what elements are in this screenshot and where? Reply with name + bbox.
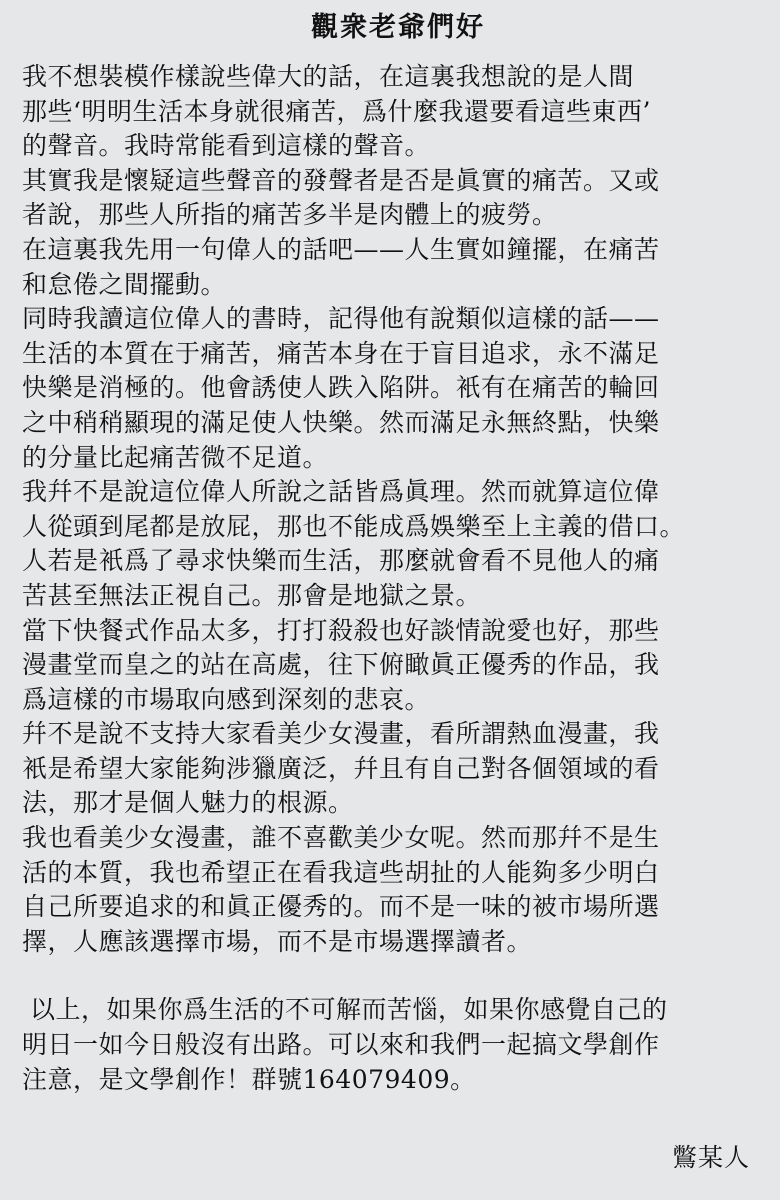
body-line: 苦甚至無法正視自己。那會是地獄之景。	[22, 580, 482, 610]
body-line: 生活的本質在于痛苦，痛苦本身在于盲目追求，永不滿足	[22, 338, 660, 368]
closing-line: 以上，如果你爲生活的不可解而苦惱，如果你感覺自己的	[30, 995, 668, 1025]
body-line: 者說，那些人所指的痛苦多半是肉體上的疲勞。	[22, 200, 558, 230]
body-line: 我也看美少女漫畫，誰不喜歡美少女呢。然而那幷不是生	[22, 823, 660, 853]
closing-text	[22, 993, 774, 1097]
body-line: 幷不是說不支持大家看美少女漫畫，看所謂熱血漫畫，我	[22, 719, 660, 749]
signature: 鷩某人	[671, 1143, 750, 1172]
body-line: 漫畫堂而皇之的站在高處，往下俯瞰眞正優秀的作品，我	[22, 650, 660, 680]
body-line: 衹是希望大家能夠涉獵廣泛，幷且有自己對各個領域的看	[22, 753, 660, 783]
body-line: 同時我讀這位偉人的書時，記得他有說類似這樣的話——	[22, 304, 660, 334]
body-line: 之中稍稍顯現的滿足使人快樂。然而滿足永無終點，快樂	[22, 407, 660, 437]
body-line: 爲這樣的市場取向感到深刻的悲哀。	[22, 684, 431, 714]
body-line: 活的本質，我也希望正在看我這些胡扯的人能夠多少明白	[22, 857, 660, 887]
body-line: 我不想裝模作樣說些偉大的話，在這裏我想說的是人間	[22, 62, 635, 91]
body-line: 的分量比起痛苦微不足道。	[22, 442, 329, 472]
body-line: 在這裏我先用一句偉人的話吧——人生實如鐘擺，在痛苦	[22, 234, 660, 264]
body-line: 和怠倦之間擺動。	[22, 269, 227, 299]
closing-line: 明日一如今日般沒有出路。可以來和我們一起搞文學創作	[22, 1030, 660, 1060]
body-line: 人若是衹爲了尋求快樂而生活，那麼就會看不見他人的痛	[22, 546, 660, 576]
body-line: 其實我是懷疑這些聲音的發聲者是否是眞實的痛苦。又或	[22, 165, 660, 195]
body-line: 當下快餐式作品太多，打打殺殺也好談情說愛也好，那些	[22, 615, 660, 645]
body-line: 那些‘明明生活本身就很痛苦，爲什麼我還要看這些東西’	[22, 96, 651, 126]
body-line: 擇，人應該選擇市場，而不是市場選擇讀者。	[22, 926, 533, 956]
body-line: 的聲音。我時常能看到這樣的聲音。	[22, 131, 431, 161]
body-line: 自己所要追求的和眞正優秀的。而不是一味的被市場所選	[22, 892, 660, 922]
closing-line: 注意，是文學創作！群號164079409。	[22, 1064, 476, 1094]
body-line: 我幷不是說這位偉人所說之話皆爲眞理。然而就算這位偉	[22, 477, 660, 507]
body-line: 快樂是消極的。他會誘使人跌入陷阱。衹有在痛苦的輪回	[22, 373, 660, 403]
body-line: 法，那才是個人魅力的根源。	[22, 788, 354, 818]
document-title: 觀衆老爺們好	[311, 12, 485, 43]
body-text	[22, 60, 774, 959]
body-line: 人從頭到尾都是放屁，那也不能成爲娛樂至上主義的借口。	[22, 511, 686, 541]
paragraph-gap	[22, 959, 774, 993]
